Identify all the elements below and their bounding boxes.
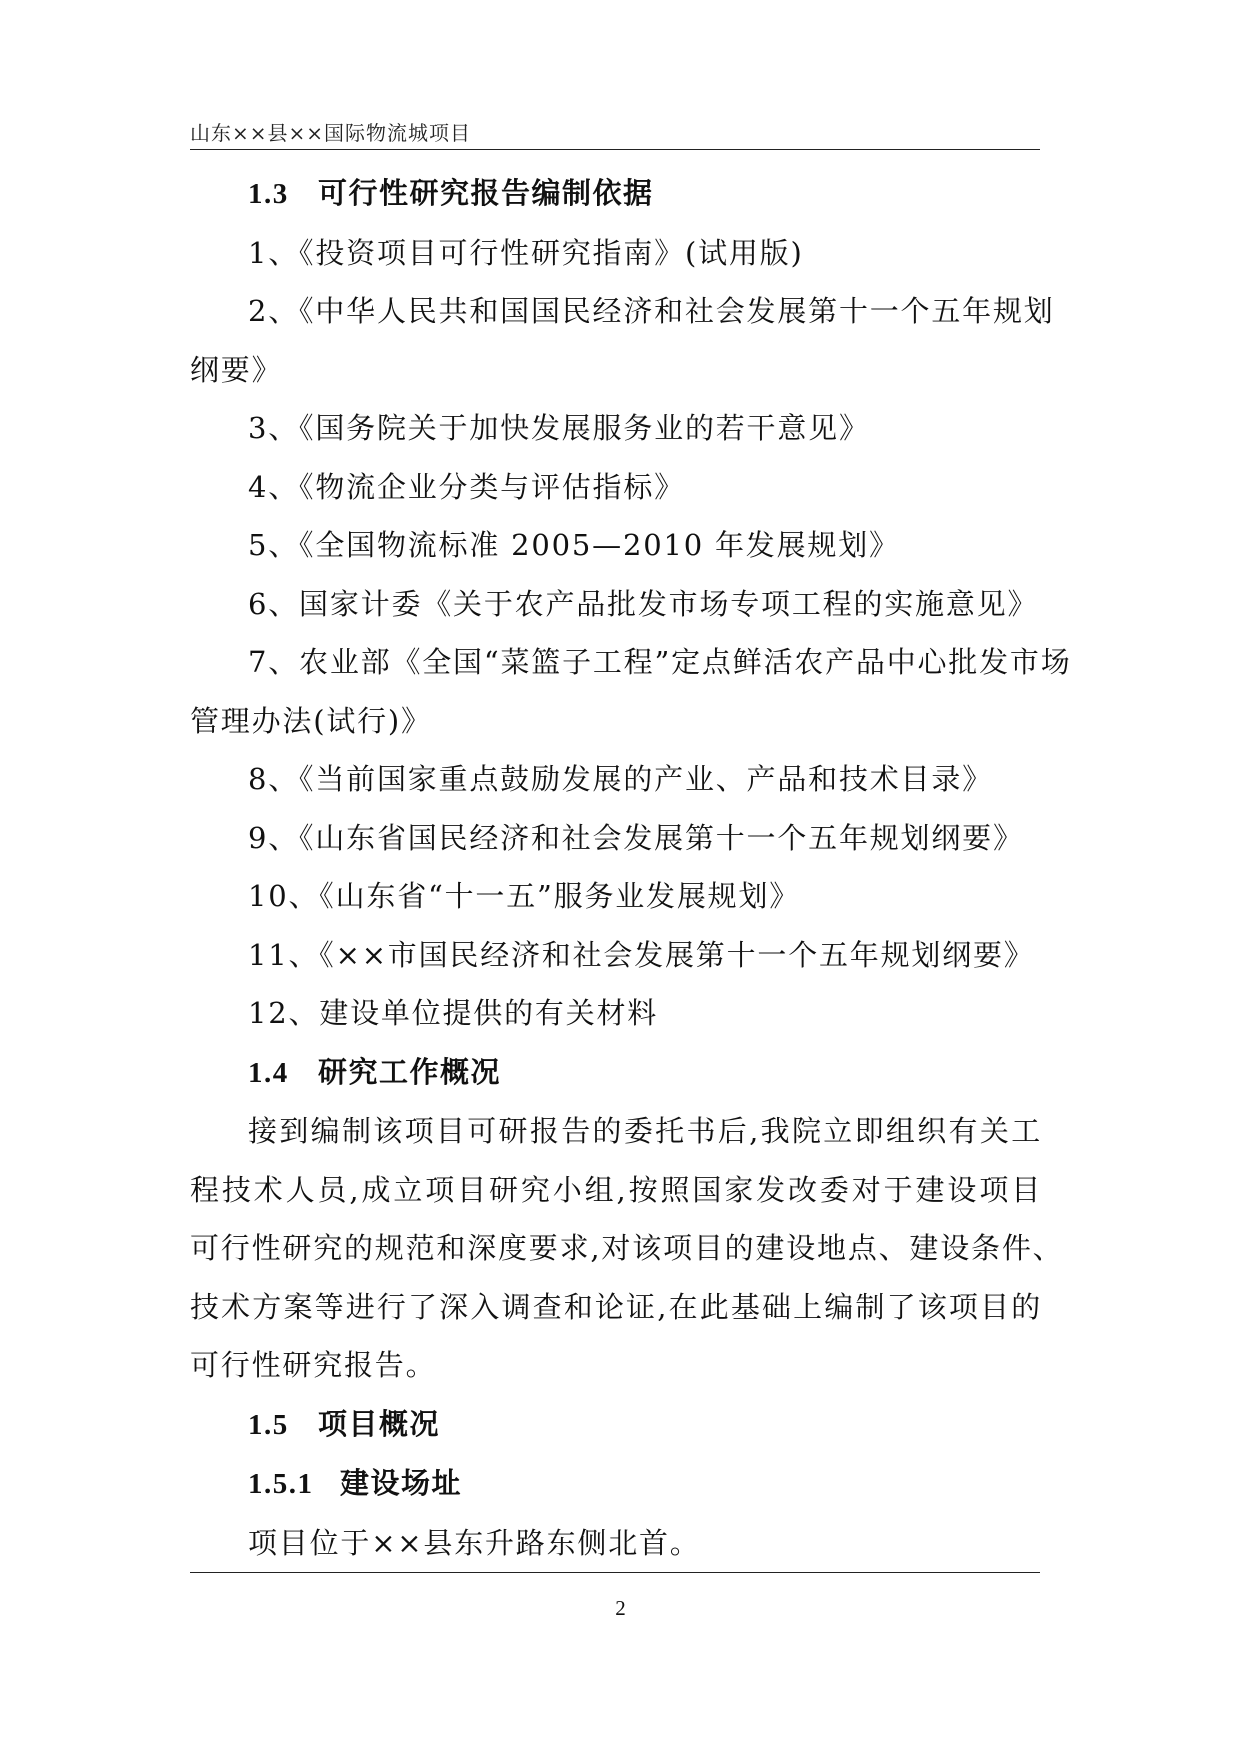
reference-item-1: 1、《投资项目可行性研究指南》(试用版)	[248, 235, 804, 270]
header-rule	[190, 149, 1040, 150]
reference-item-12: 12、建设单位提供的有关材料	[248, 996, 659, 1030]
section-heading-1-4	[190, 1043, 1042, 1103]
page-number: 2	[615, 1596, 626, 1620]
section-number: 1.4	[248, 1056, 289, 1089]
reference-item-2-continued: 纲要》	[190, 352, 283, 387]
reference-item-11: 11、《××市国民经济和社会发展第十一个五年规划纲要》	[248, 937, 1035, 972]
paragraph-line: 接到编制该项目可研报告的委托书后,我院立即组织有关工	[248, 1114, 1042, 1148]
paragraph-line: 可行性研究报告。	[190, 1348, 437, 1382]
reference-item-7: 7、农业部《全国“菜篮子工程”定点鲜活农产品中心批发市场	[248, 645, 1072, 679]
footer-rule	[190, 1572, 1040, 1573]
section-heading-1-5-1	[190, 1454, 1042, 1514]
paragraph-line: 程技术人员,成立项目研究小组,按照国家发改委对于建设项目	[190, 1172, 1042, 1207]
document-body	[190, 164, 1072, 1572]
reference-item-4: 4、《物流企业分类与评估指标》	[248, 469, 685, 504]
section-heading-1-5	[190, 1395, 1042, 1455]
section-title: 研究工作概况	[318, 1054, 502, 1089]
reference-item-5: 5、《全国物流标准 2005—2010 年发展规划》	[248, 528, 900, 562]
reference-item-9: 9、《山东省国民经济和社会发展第十一个五年规划纲要》	[248, 820, 1024, 855]
reference-item-6: 6、国家计委《关于农产品批发市场专项工程的实施意见》	[248, 586, 1039, 621]
section-number: 1.5	[248, 1408, 289, 1441]
section-number: 1.5.1	[248, 1468, 314, 1500]
paragraph-line: 技术方案等进行了深入调查和论证,在此基础上编制了该项目的	[190, 1289, 1042, 1324]
reference-item-7-continued: 管理办法(试行)》	[190, 703, 432, 738]
section-title: 项目概况	[318, 1406, 441, 1441]
section-title: 建设场址	[340, 1466, 463, 1500]
section-title: 可行性研究报告编制依据	[318, 176, 654, 210]
paragraph-line: 可行性研究的规范和深度要求,对该项目的建设地点、建设条件、	[190, 1231, 1064, 1265]
reference-item-3: 3、《国务院关于加快发展服务业的若干意见》	[248, 411, 870, 445]
section-heading-1-3	[190, 164, 1042, 224]
running-header: 山东××县××国际物流城项目	[190, 121, 472, 145]
reference-item-8: 8、《当前国家重点鼓励发展的产业、产品和技术目录》	[248, 762, 993, 796]
reference-item-10: 10、《山东省“十一五”服务业发展规划》	[248, 879, 801, 913]
section-number: 1.3	[248, 178, 289, 210]
reference-item-2: 2、《中华人民共和国国民经济和社会发展第十一个五年规划	[248, 294, 1055, 328]
site-paragraph: 项目位于××县东升路东侧北首。	[248, 1525, 701, 1560]
